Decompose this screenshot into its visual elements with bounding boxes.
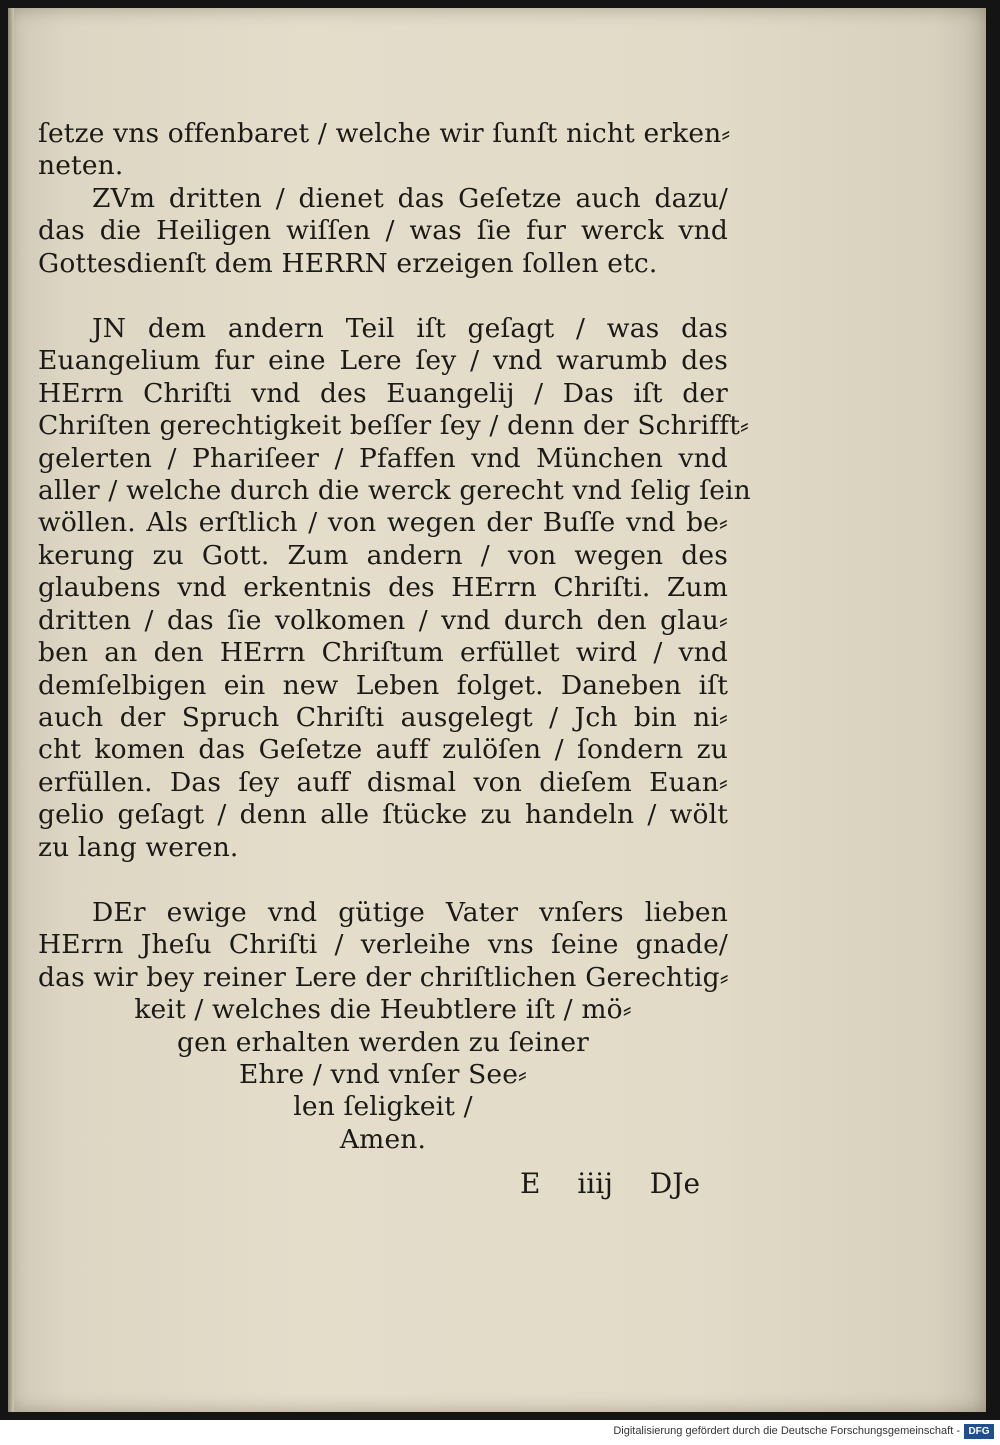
- page-text: [38, 118, 751, 1156]
- paragraph-gap: [38, 864, 728, 897]
- paragraph-gap: [38, 280, 728, 313]
- text-line: HErrn Chriſti vnd des Euangelij / Das iſt der: [38, 377, 728, 409]
- text-line: gelio geſagt / denn alle ſtücke zu handeln / wölt: [38, 799, 728, 831]
- text-line: gelerten / Phariſeer / Pfaffen vnd München vnd: [38, 442, 728, 474]
- text-line: keit / welches die Heubtlere iſt / mö⸗: [134, 994, 632, 1026]
- text-line: zu lang weren.: [38, 831, 239, 863]
- text-line: das wir bey reiner Lere der chriſtlichen Gerechtig⸗: [38, 961, 729, 993]
- text-line: ZVm dritten / dienet das Geſetze auch dazu/: [92, 182, 728, 214]
- text-line: dritten / das ſie volkomen / vnd durch den glau⸗: [38, 604, 728, 636]
- text-line: das die Heiligen wiſſen / was ſie fur werck vnd: [38, 215, 728, 247]
- dfg-logo: DFG: [964, 1424, 994, 1439]
- text-line: wöllen. Als erſtlich / von wegen der Buſſe vnd be⸗: [38, 507, 728, 539]
- footer: [0, 1420, 1000, 1445]
- text-line: ben an den HErrn Chriſtum erfüllet wird / vnd: [38, 637, 728, 669]
- text-line: auch der Spruch Chriſti ausgelegt / Jch bin ni⸗: [38, 701, 728, 733]
- footer-credit: Digitalisierung gefördert durch die Deutsche Forschungsgemeinschaft -: [613, 1425, 960, 1437]
- text-line: HErrn Jheſu Chriſti / verleihe vns ſeine gnade/: [38, 929, 728, 961]
- text-line: cht komen das Geſetze auff zulöſen / ſondern zu: [38, 734, 728, 766]
- text-line: Gottesdienſt dem HERRN erzeigen ſollen etc.: [38, 247, 658, 279]
- text-line: Amen.: [339, 1123, 427, 1155]
- text-line: JN dem andern Teil iſt geſagt / was das: [92, 313, 728, 345]
- text-line: DEr ewige vnd gütige Vater vnſers lieben: [92, 896, 728, 928]
- text-line: erfüllen. Das ſey auff dismal von dieſem Euan⸗: [38, 766, 728, 798]
- signature-catchword: E iiij DJe: [520, 1167, 701, 1200]
- text-line: aller / welche durch die werck gerecht vnd ſelig ſein: [38, 475, 751, 507]
- text-line: glaubens vnd erkentnis des HErrn Chriſti. Zum: [38, 572, 728, 604]
- text-line: Euangelium fur eine Lere ſey / vnd warumb des: [38, 345, 728, 377]
- page-edge: [8, 8, 14, 1412]
- text-line: kerung zu Gott. Zum andern / von wegen des: [38, 539, 728, 571]
- text-line: gen erhalten werden zu ſeiner: [176, 1026, 589, 1058]
- text-line: Chriſten gerechtigkeit beſſer ſey / denn der Schrifft⸗: [38, 410, 750, 442]
- text-line: len ſeligkeit /: [293, 1091, 473, 1123]
- text-line: Ehre / vnd vnſer See⸗: [238, 1058, 528, 1090]
- text-line: demſelbigen ein new Leben folget. Daneben iſt: [38, 669, 728, 701]
- text-line: ſetze vns offenbaret / welche wir ſunſt nicht erken⸗: [38, 118, 731, 149]
- text-line: neten.: [38, 150, 124, 182]
